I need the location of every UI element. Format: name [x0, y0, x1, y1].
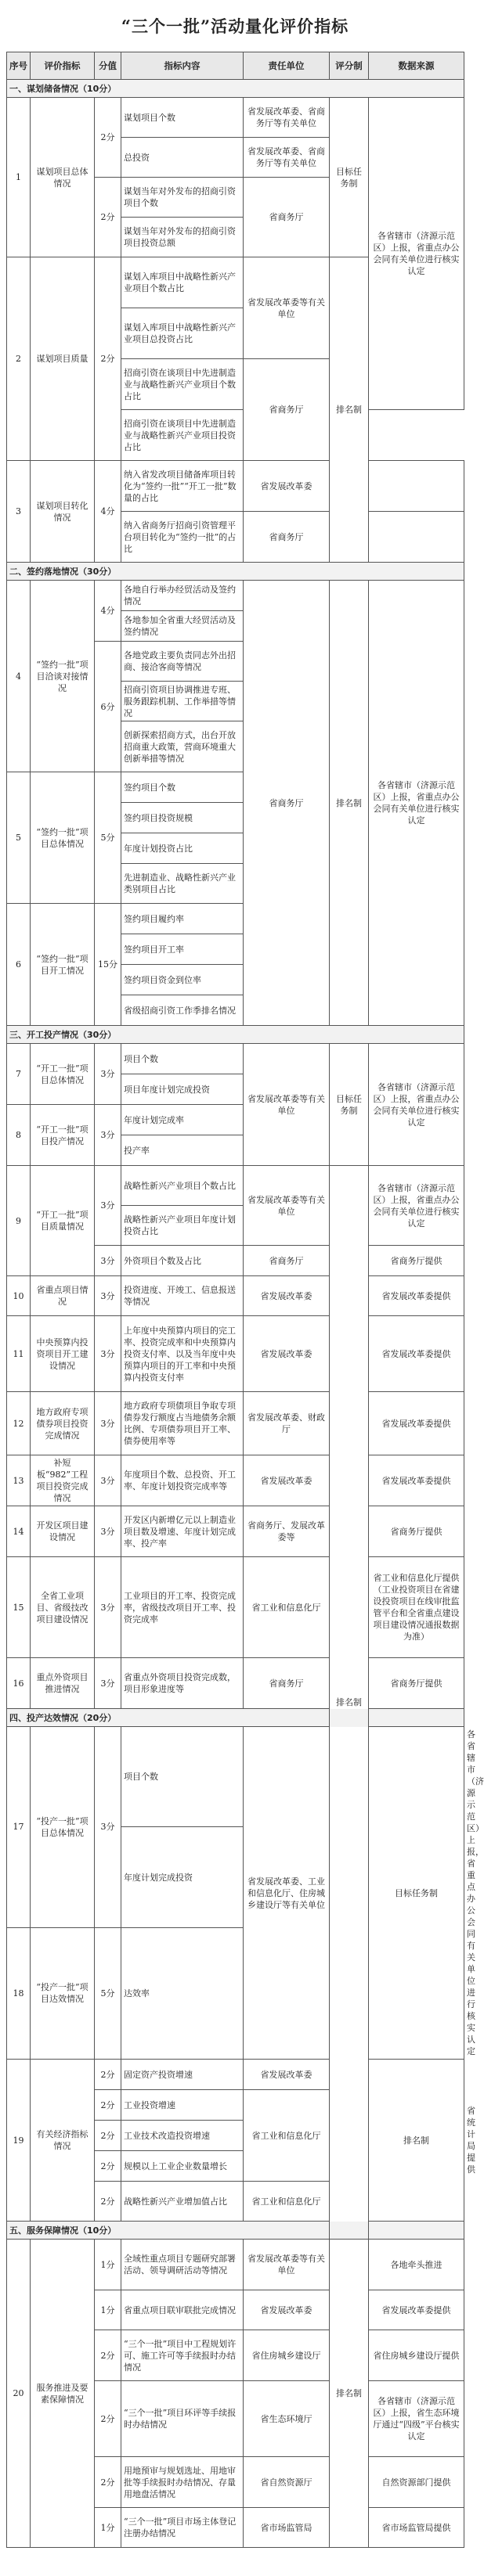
source-cell: 省发展改革委提供 — [369, 1455, 464, 1506]
content-cell: 项目年度计划完成投资 — [121, 1074, 244, 1105]
unit-cell: 省商务厅 — [244, 1658, 330, 1709]
row-number: 9 — [7, 1166, 31, 1276]
content-cell: 省级招商引资工作季排名情况 — [121, 995, 244, 1026]
source-cell: 省发展改革委提供 — [369, 1392, 464, 1455]
content-cell: 项目个数 — [121, 1044, 244, 1074]
content-cell: 签约项目资金到位率 — [121, 965, 244, 995]
indicator-name: 谋划项目总体情况 — [31, 98, 95, 257]
score-cell: 2分 — [95, 257, 121, 461]
content-cell: 项目个数 — [121, 1727, 244, 1827]
unit-cell: 省发展改革委、财政厅 — [244, 1392, 330, 1455]
content-cell: 投资进度、开竣工、信息报送等情况 — [121, 1276, 244, 1316]
content-cell: 投产率 — [121, 1135, 244, 1166]
method-cell: 排名制 — [369, 2060, 464, 2222]
section-heading: 三、开工投产情况（30分） — [7, 1026, 464, 1044]
unit-cell: 省商务厅 — [244, 1246, 330, 1276]
row-number: 2 — [7, 257, 31, 461]
content-cell: 先进制造业、战略性新兴产业类别项目占比 — [121, 864, 244, 904]
header-source: 数据来源 — [369, 52, 464, 80]
score-cell: 1分 — [95, 2508, 121, 2548]
indicator-name: “投产一批”项目总体情况 — [31, 1727, 95, 1928]
content-cell: 谋划项目个数 — [121, 98, 244, 138]
content-cell: 谋划入库项目中战略性新兴产业项目总投资占比 — [121, 308, 244, 359]
source-cell: 各省辖市（济源示范区）上报，省重点办公会同有关单位进行核实认定 — [369, 581, 464, 1026]
unit-cell: 省商务厅 — [244, 581, 330, 1026]
source-cell: 各地牵头推进 — [369, 2240, 464, 2290]
score-cell: 2分 — [95, 2151, 121, 2182]
content-cell: 规模以上工业企业数量增长 — [121, 2151, 244, 2182]
indicator-name: “签约一批”项目洽谈对接情况 — [31, 581, 95, 772]
unit-cell: 省发展改革委 — [244, 461, 330, 512]
section-heading: 二、签约落地情况（30分） — [7, 563, 464, 581]
content-cell: 谋划当年对外发布的招商引资项目投资总额 — [121, 218, 244, 257]
content-cell: 各地参加全省重大经贸活动及签约情况 — [121, 611, 244, 642]
table-header-row — [7, 52, 464, 80]
row-number: 18 — [7, 1927, 31, 2059]
content-cell: 年度计划投资占比 — [121, 833, 244, 864]
score-cell: 3分 — [95, 1455, 121, 1506]
row-number: 16 — [7, 1658, 31, 1709]
score-cell: 1分 — [95, 2290, 121, 2330]
indicator-name: 重点外资项目推进情况 — [31, 1658, 95, 1709]
source-cell: 各省辖市（济源示范区）上报，省重点办公会同有关单位进行核实认定 — [369, 98, 464, 410]
method-cell: 目标任务制 — [330, 98, 369, 257]
score-cell: 4分 — [95, 461, 121, 563]
unit-cell: 省发展改革委等有关单位 — [244, 1166, 330, 1246]
unit-cell: 省发展改革委 — [244, 2290, 330, 2330]
unit-cell: 省发展改革委、省商务厅等有关单位 — [244, 138, 330, 178]
score-cell: 2分 — [95, 2182, 121, 2222]
method-cell: 排名制 — [330, 581, 369, 1026]
indicator-name: “签约一批”项目总体情况 — [31, 772, 95, 904]
unit-cell: 省自然资源厅 — [244, 2457, 330, 2508]
source-cell: 自然资源部门提供 — [369, 2457, 464, 2508]
score-cell: 1分 — [95, 2240, 121, 2290]
content-cell: 战略性新兴产业项目年度计划投资占比 — [121, 1206, 244, 1246]
indicator-name: “开工一批”项目投产情况 — [31, 1105, 95, 1166]
row-number: 11 — [7, 1316, 31, 1392]
score-cell: 3分 — [95, 1246, 121, 1276]
score-cell: 2分 — [95, 2060, 121, 2090]
indicator-name: 谋划项目质量 — [31, 257, 95, 461]
content-cell: “三个一批”项目中工程规划许可、施工许可等手续报时办结情况 — [121, 2330, 244, 2381]
unit-cell: 省发展改革委 — [244, 1455, 330, 1506]
score-cell: 2分 — [95, 2330, 121, 2381]
row-number: 8 — [7, 1105, 31, 1166]
header-method: 评分制 — [330, 52, 369, 80]
source-cell: 省发展改革委提供 — [369, 2290, 464, 2330]
indicator-name: “开工一批”项目质量情况 — [31, 1166, 95, 1276]
unit-cell: 省商务厅、发展改革委等 — [244, 1506, 330, 1557]
section-heading: 四、投产达效情况（20分） — [7, 1709, 464, 1727]
content-cell: 签约项目个数 — [121, 772, 244, 803]
header-content: 指标内容 — [121, 52, 244, 80]
content-cell: 签约项目投资规模 — [121, 803, 244, 833]
header-no: 序号 — [7, 52, 31, 80]
content-cell: 地方政府专项债项目争取专项债券发行额度占当地债务余额比例、专项债券项目开工率、债券使用率等 — [121, 1392, 244, 1455]
score-cell: 2分 — [95, 178, 121, 257]
content-cell: 固定资产投资增速 — [121, 2060, 244, 2090]
row-number: 5 — [7, 772, 31, 904]
unit-cell: 省发展改革委 — [244, 2060, 330, 2090]
unit-cell: 省住房城乡建设厅 — [244, 2330, 330, 2381]
source-cell: 各省辖市（济源示范区）上报，省重点办公会同有关单位进行核实认定 — [369, 1044, 464, 1166]
content-cell: 年度计划完成率 — [121, 1105, 244, 1135]
source-cell: 省商务厅提供 — [369, 1658, 464, 1709]
source-cell: 省市场监管局提供 — [369, 2508, 464, 2548]
content-cell: 外资项目个数及占比 — [121, 1246, 244, 1276]
score-cell: 3分 — [95, 1506, 121, 1557]
content-cell: “三个一批”项目市场主体登记注册办结情况 — [121, 2508, 244, 2548]
indicator-name: 谋划项目转化情况 — [31, 461, 95, 563]
score-cell: 3分 — [95, 1557, 121, 1658]
unit-cell: 省发展改革委等有关单位 — [244, 1044, 330, 1166]
content-cell: 签约项目履约率 — [121, 904, 244, 934]
header-score: 分值 — [95, 52, 121, 80]
row-number: 12 — [7, 1392, 31, 1455]
content-cell: 纳入省商务厅招商引资管理平台项目转化为“签约一批”的占比 — [121, 512, 244, 563]
method-cell: 目标任务制 — [369, 1727, 464, 2060]
header-unit: 责任单位 — [244, 52, 330, 80]
row-number: 7 — [7, 1044, 31, 1105]
content-cell: 达效率 — [121, 1927, 244, 2059]
indicator-name: “投产一批”项目达效情况 — [31, 1927, 95, 2059]
content-cell: 各地自行举办经贸活动及签约情况 — [121, 581, 244, 611]
row-number: 3 — [7, 461, 31, 563]
score-cell: 2分 — [95, 2121, 121, 2151]
source-cell: 各省辖市（济源示范区）上报，省重点办公会同有关单位进行核实认定 — [369, 1166, 464, 1246]
source-cell: 省发展改革委提供 — [369, 1316, 464, 1392]
score-cell: 3分 — [95, 1276, 121, 1316]
unit-cell: 省发展改革委等有关单位 — [244, 2240, 330, 2290]
content-cell: 招商引资在谈项目中先进制造业与战略性新兴产业项目投资占比 — [121, 410, 244, 461]
score-cell: 3分 — [95, 1166, 121, 1246]
content-cell: “三个一批”项目环评等手续报时办结情况 — [121, 2381, 244, 2457]
content-cell: 工业技术改造投资增速 — [121, 2121, 244, 2151]
row-number: 14 — [7, 1506, 31, 1557]
score-cell: 4分 — [95, 581, 121, 642]
unit-cell: 省市场监管局 — [244, 2508, 330, 2548]
score-cell: 3分 — [95, 1727, 121, 1928]
unit-cell: 省工业和信息化厅 — [244, 2090, 330, 2182]
page-title: “三个一批”活动量化评价指标 — [121, 16, 349, 36]
indicator-name: 服务推进及要素保障情况 — [31, 2240, 95, 2548]
section-heading: 一、谋划储备情况（10分） — [7, 80, 464, 98]
content-cell: 创新探索招商方式，出台开放招商重大政策，营商环境重大创新举措等情况 — [121, 721, 244, 772]
score-cell: 2分 — [95, 98, 121, 178]
unit-cell: 省发展改革委、省商务厅等有关单位 — [244, 98, 330, 138]
row-number: 10 — [7, 1276, 31, 1316]
content-cell: 省重点外资项目投资完成数，项目形象进度等 — [121, 1658, 244, 1709]
content-cell: 各地党政主要负责同志外出招商、接洽客商等情况 — [121, 642, 244, 682]
score-cell: 3分 — [95, 1658, 121, 1709]
method-cell: 排名制 — [330, 2240, 369, 2548]
unit-cell: 省商务厅 — [244, 359, 330, 461]
score-cell: 15分 — [95, 904, 121, 1026]
score-cell: 3分 — [95, 1316, 121, 1392]
indicator-name: 有关经济指标情况 — [31, 2060, 95, 2222]
row-number: 1 — [7, 98, 31, 257]
content-cell: 年度计划完成投资 — [121, 1827, 244, 1927]
indicator-name: “签约一批”项目开工情况 — [31, 904, 95, 1026]
content-cell: 全域性重点项目专题研究部署活动、领导调研活动等情况 — [121, 2240, 244, 2290]
score-cell: 5分 — [95, 1927, 121, 2059]
content-cell: 纳入省发改项目储备库项目转化为“签约一批”“开工一批”数量的占比 — [121, 461, 244, 512]
content-cell: 签约项目开工率 — [121, 934, 244, 965]
indicator-name: 开发区项目建设情况 — [31, 1506, 95, 1557]
content-cell: 开发区内新增亿元以上制造业项目数及增速、年度计划完成率、投产率 — [121, 1506, 244, 1557]
source-cell: 省工业和信息化厅提供（工业投资项目在省建设投资项目在线审批监管平台和全省重点建设项目建设情况通报数据为准） — [369, 1557, 464, 1658]
row-number: 6 — [7, 904, 31, 1026]
content-cell: 省重点项目联审联批完成情况 — [121, 2290, 244, 2330]
row-number: 19 — [7, 2060, 31, 2222]
content-cell: 工业投资增速 — [121, 2090, 244, 2121]
content-cell: 工业项目的开工率、投资完成率，省级技改项目开工率、投资完成率 — [121, 1557, 244, 1658]
content-cell: 谋划当年对外发布的招商引资项目个数 — [121, 178, 244, 218]
content-cell: 上年度中央预算内项目的完工率、投资完成率和中央预算内投资支付率、以及当年度中央预算内项目的开工率和中央预算内投资支付率 — [121, 1316, 244, 1392]
unit-cell: 省发展改革委 — [244, 1276, 330, 1316]
unit-cell: 省发展改革委、工业和信息化厅、住房城乡建设厅等有关单位 — [244, 1727, 330, 2060]
indicator-name: 地方政府专项债券项目投资完成情况 — [31, 1392, 95, 1455]
score-cell: 2分 — [95, 2381, 121, 2457]
indicator-name: “开工一批”项目总体情况 — [31, 1044, 95, 1105]
source-cell: 省住房城乡建设厅提供 — [369, 2330, 464, 2381]
score-cell: 3分 — [95, 1044, 121, 1105]
row-number: 15 — [7, 1557, 31, 1658]
row-number: 20 — [7, 2240, 31, 2548]
source-cell: 各省辖市（济源示范区）上报，省生态环境厅通过“四级”平台核实认定 — [369, 2381, 464, 2457]
method-cell: 排名制 — [330, 257, 369, 563]
score-cell: 3分 — [95, 1392, 121, 1455]
indicator-name: 补短板“982”工程项目投资完成情况 — [31, 1455, 95, 1506]
indicator-name: 全省工业项目、省级技改项目建设情况 — [31, 1557, 95, 1658]
content-cell: 战略性新兴产业增加值占比 — [121, 2182, 244, 2222]
row-number: 13 — [7, 1455, 31, 1506]
source-cell: 省商务厅提供 — [369, 1246, 464, 1276]
row-number: 17 — [7, 1727, 31, 1928]
evaluation-table: 序号 评价指标 分值 指标内容 责任单位 评分制 数据来源 一、谋划储备情况（10分） 1 谋划项目总体情况 2分 谋划项目个数 省发展改革委、省商务厅等有关单位 目标任务制 各省辖市（济源示范区）上报，省重点办公会同有关单位进行核实认定 总投资 省发展改革委、省商务厅等有关单位 2分 谋划当年对外发布的招商引资项目个数 省商务厅 谋划当年对外发布的招商引资项目投资总额 2 谋划项目质量 2分 谋划入库项目中战略性新兴产业项目个数占比 省发展改革委等有关单位 排名制 谋划入库项目中战略性新兴产业项目总投资占比 招商引资在谈项目中先进制造业与战略性新兴产业项目个数占比 省商务厅 招商引资在谈项目中先进制造业与战略性新兴产业项目投资占比 3 谋划项目转化情况 4分 纳入省发改项目储备库项目转化为“签约一批”“开工一批”数量的占比 省发展改革委 纳入省商务厅招商引资管理平台项目转化为“签约一批”的占比 省商务厅 二、签约落地情况（30分） 4 “签约一批”项目洽谈对接情况 4分 各地自行举办经贸活动及签约情况 省商务厅 排名制 各省辖市（济源示范区）上报，省重点办公会同有关单位进行核实认定 各地参加全省重大经贸活动及签约情况 6分 各地党政主要负责同志外出招商、接洽客商等情况 招商引资项目协调推进专班、服务跟踪机制、工作举措等情况 创新探索招商方式，出台开放招商重大政策，营商环境重大创新举措等情况 5 “签约一批”项目总体情况 5分 签约项目个数 签约项目投资规模 年度计划投资占比 先进制造业、战略性新兴产业类别项目占比 6 “签约一批”项目开工情况 15分 签约项目履约率 签约项目开工率 签约项目资金到位率 省级招商引资工作季排名情况 三、开工投产情况（30分） 7 “开工一批”项目总体情况 3分 项目个数 省发展改革委等有关单位 目标任务制 各省辖市（济源示范区）上报，省重点办公会同有关单位进行核实认定 项目年度计划完成投资 8 “开工一批”项目投产情况 3分 年度计划完成率 投产率 9 “开工一批”项目质量情况 3分 战略性新兴产业项目个数占比 省发展改革委等有关单位 排名制 各省辖市（济源示范区）上报，省重点办公会同有关单位进行核实认定 战略性新兴产业项目年度计划投资占比 3分 外资项目个数及占比 省商务厅 省商务厅提供 10 省重点项目情况 3分 投资进度、开竣工、信息报送等情况 省发展改革委 省发展改革委提供 11 中央预算内投资项目开工建设情况 3分 上年度中央预算内项目的完工率、投资完成率和中央预算内投资支付率、以及当年度中央预算内项目的开工率和中央预算内投资支付率 省发展改革委 省发展改革委提供 12 地方政府专项债券项目投资完成情况 3分 地方政府专项债项目争取专项债券发行额度占当地债务余额比例、专项债券项目开工率、债券使用率等 省发展改革委、财政厅 省发展改革委提供 13 补短板“982”工程项目投资完成情况 3分 年度项目个数、总投资、开工率、年度计划投资完成率等 省发展改革委 省发展改革委提供 14 开发区项目建设情况 3分 开发区内新增亿元以上制造业项目数及增速、年度计划完成率、投产率 省商务厅、发展改革委等 省商务厅提供 15 全省工业项目、省级技改项目建设情况 3分 工业项目的开工率、投资完成率，省级技改项目开工率、投资完成率 省工业和信息化厅 省工业和信息化厅提供（工业投资项目在省建设投资项目在线审批监管平台和全省重点建设项目建设情况通报数据为准） 16 重点外资项目推进情况 3分 省重点外资项目投资完成数，项目形象进度等 省商务厅 省商务厅提供 四、投产达效情况（20分） 17 “投产一批”项目总体情况 3分 项目个数 省发展改革委、工业和信息化厅、住房城乡建设厅等有关单位 目标任务制 各省辖市（济源示范区）上报，省重点办公会同有关单位进行核实认定 年度计划完成投资 18 “投产一批”项目达效情况 5分 达效率 19 有关经济指标情况 2分 固定资产投资增速 省发展改革委 排名制 省统计局提供 2分 工业投资增速 省工业和信息化厅 2分 工业技术改造投资增速 2分 规模以上工业企业数量增长 2分 战略性新兴产业增加值占比 省工业和信息化厅 五、服务保障情况（10分） 20 服务推进及要素保障情况 1分 全域性重点项目专题研究部署活动、领导调研活动等情况 省发展改革委等有关单位 排名制 各地牵头推进 1分 省重点项目联审联批完成情况 省发展改革委 省发展改革委提供 2分 “三个一批”项目中工程规划许可、施工许可等手续报时办结情况 省住房城乡建设厅 省住房城乡建设厅提供 2分 “三个一批”项目环评等手续报时办结情况 省生态环境厅 各省辖市（济源示范区）上报，省生态环境厅通过“四级”平台核实认定 2分 用地预审与规划选址、用地审批等手续报时办结情况、存量用地盘活情况 省自然资源厅 自然资源部门提供 1分 “三个一批”项目市场主体登记注册办结情况 省市场监管局 省市场监管局提供 — [6, 52, 464, 2548]
score-cell: 2分 — [95, 2090, 121, 2121]
method-cell: 排名制 — [330, 1166, 369, 2240]
unit-cell: 省发展改革委 — [244, 1316, 330, 1392]
unit-cell: 省发展改革委等有关单位 — [244, 257, 330, 359]
row-number: 4 — [7, 581, 31, 772]
method-cell: 目标任务制 — [330, 1044, 369, 1166]
unit-cell: 省工业和信息化厅 — [244, 2182, 330, 2222]
indicator-name: 省重点项目情况 — [31, 1276, 95, 1316]
content-cell: 年度项目个数、总投资、开工率、年度计划投资完成率等 — [121, 1455, 244, 1506]
header-indicator: 评价指标 — [31, 52, 95, 80]
content-cell: 招商引资项目协调推进专班、服务跟踪机制、工作举措等情况 — [121, 682, 244, 721]
unit-cell: 省商务厅 — [244, 178, 330, 257]
unit-cell: 省工业和信息化厅 — [244, 1557, 330, 1658]
score-cell: 2分 — [95, 2457, 121, 2508]
unit-cell: 省生态环境厅 — [244, 2381, 330, 2457]
indicator-name: 中央预算内投资项目开工建设情况 — [31, 1316, 95, 1392]
source-cell: 省商务厅提供 — [369, 1506, 464, 1557]
score-cell: 3分 — [95, 1105, 121, 1166]
content-cell: 战略性新兴产业项目个数占比 — [121, 1166, 244, 1206]
score-cell: 6分 — [95, 642, 121, 772]
content-cell: 谋划入库项目中战略性新兴产业项目个数占比 — [121, 257, 244, 308]
score-cell: 5分 — [95, 772, 121, 904]
unit-cell: 省商务厅 — [244, 512, 330, 563]
section-heading: 五、服务保障情况（10分） — [7, 2222, 464, 2240]
source-cell — [369, 461, 464, 512]
source-cell — [369, 512, 464, 563]
source-cell: 省发展改革委提供 — [369, 1276, 464, 1316]
content-cell: 用地预审与规划选址、用地审批等手续报时办结情况、存量用地盘活情况 — [121, 2457, 244, 2508]
content-cell: 招商引资在谈项目中先进制造业与战略性新兴产业项目个数占比 — [121, 359, 244, 410]
content-cell: 总投资 — [121, 138, 244, 178]
